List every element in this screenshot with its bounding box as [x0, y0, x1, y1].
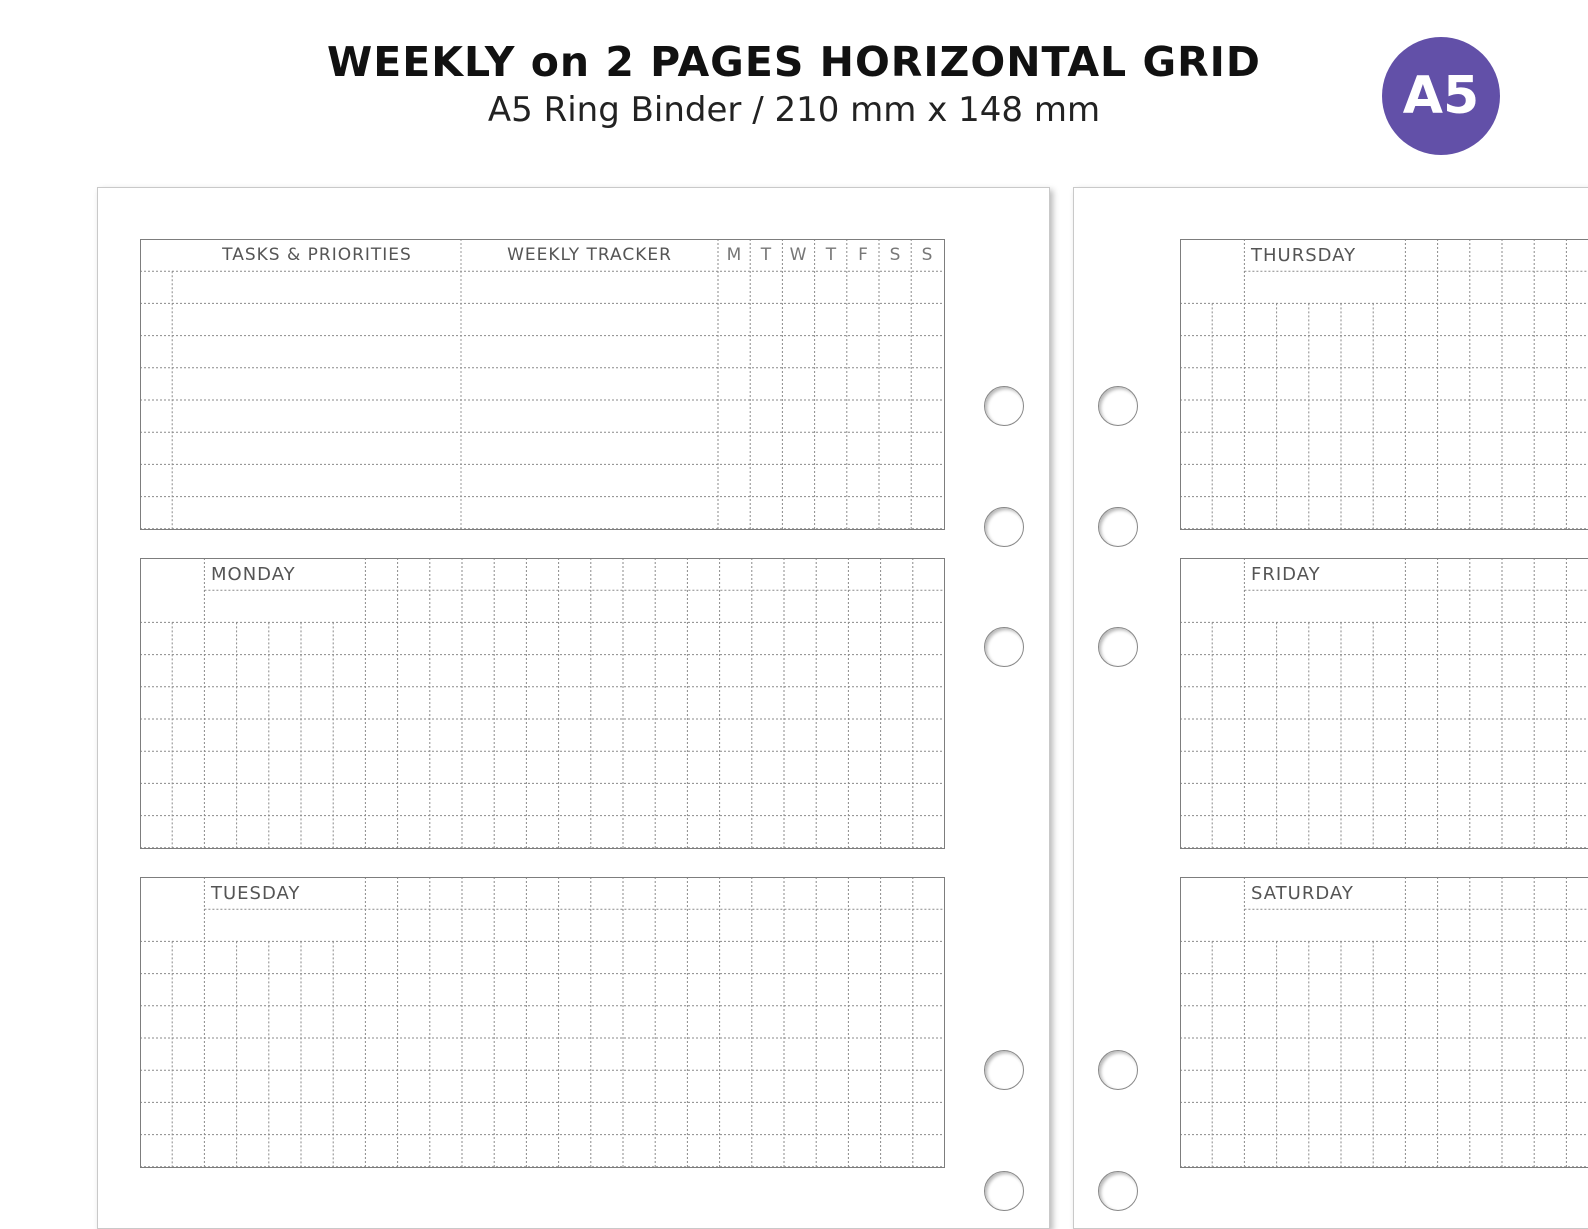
tasks-tracker-grid — [140, 239, 945, 530]
tracker-day-monday: M — [718, 245, 750, 265]
tuesday-grid-lines — [140, 877, 945, 1168]
tracker-day-thursday: T — [815, 245, 847, 265]
thursday-grid-lines — [1180, 239, 1588, 530]
weekly-tracker-label: WEEKLY TRACKER — [461, 245, 718, 265]
ring-hole-6 — [1098, 386, 1138, 426]
friday-grid — [1180, 558, 1588, 849]
tasks-priorities-label: TASKS & PRIORITIES — [173, 245, 461, 265]
friday-label: FRIDAY — [1251, 564, 1321, 585]
ring-hole-2 — [984, 507, 1024, 547]
ring-hole-10 — [1098, 1171, 1138, 1211]
tracker-day-saturday: S — [879, 245, 911, 265]
friday-grid-lines — [1180, 558, 1588, 849]
ring-hole-5 — [984, 1171, 1024, 1211]
monday-label: MONDAY — [211, 564, 296, 585]
ring-hole-1 — [984, 386, 1024, 426]
ring-hole-3 — [984, 627, 1024, 667]
saturday-grid-lines — [1180, 877, 1588, 1168]
tuesday-grid — [140, 877, 945, 1168]
tracker-day-sunday: S — [911, 245, 943, 265]
saturday-grid — [1180, 877, 1588, 1168]
saturday-label: SATURDAY — [1251, 883, 1354, 904]
tuesday-label: TUESDAY — [211, 883, 300, 904]
tracker-day-tuesday: T — [750, 245, 782, 265]
ring-hole-4 — [984, 1050, 1024, 1090]
tracker-day-friday: F — [847, 245, 879, 265]
ring-hole-7 — [1098, 507, 1138, 547]
tasks-grid-lines — [140, 239, 945, 530]
page-title: WEEKLY on 2 PAGES HORIZONTAL GRID — [0, 38, 1588, 86]
page-subtitle: A5 Ring Binder / 210 mm x 148 mm — [0, 90, 1588, 130]
ring-hole-8 — [1098, 627, 1138, 667]
size-badge: A5 — [1382, 37, 1500, 155]
right-planner-page — [1073, 187, 1588, 1229]
monday-grid — [140, 558, 945, 849]
tracker-day-wednesday: W — [782, 245, 814, 265]
left-planner-page — [97, 187, 1050, 1229]
thursday-label: THURSDAY — [1251, 245, 1356, 266]
monday-grid-lines — [140, 558, 945, 849]
thursday-grid — [1180, 239, 1588, 530]
ring-hole-9 — [1098, 1050, 1138, 1090]
